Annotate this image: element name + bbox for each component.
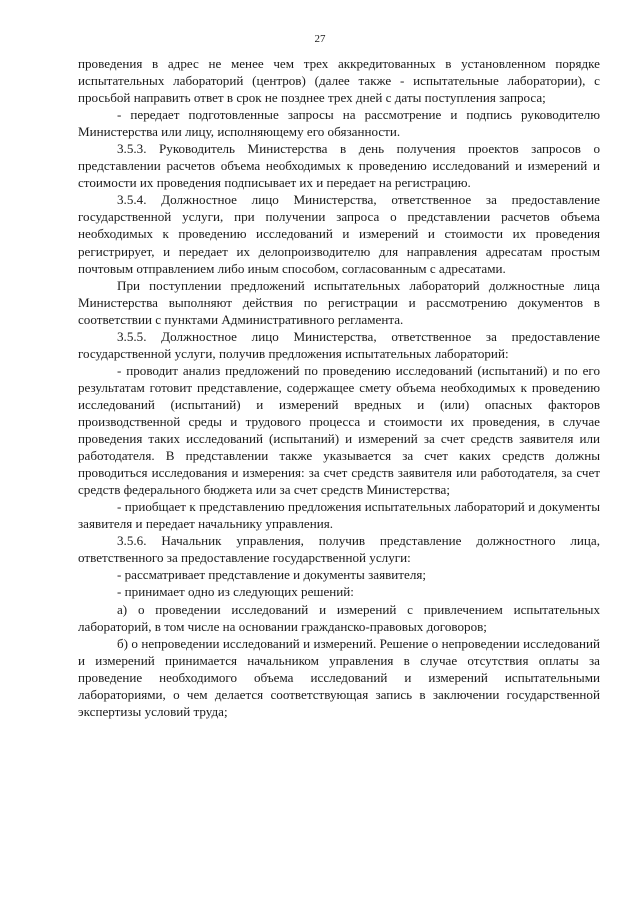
paragraph-attach-proposals: - приобщает к представлению предложения испытательных лабораторий и документы заявителя и передает начальнику управления. [78,499,600,532]
paragraph-submit-requests: - передает подготовленные запросы на рассмотрение и подпись руководителю Министерства или лицу, исполняющему его обязанности. [78,107,600,140]
paragraph-option-b: б) о непроведении исследований и измерений. Решение о непроведении исследований и измерений принимается начальником управления в случае отсутствия оплаты за проведение необходимого объема исследований и измерений испытательными лабораториями, о чем делается соответствующая запись в заключении государственной экспертизы условий труда; [78,635,600,719]
paragraph-continuation: проведения в адрес не менее чем трех аккредитованных в установленном порядке испытательных лабораторий (центров) (далее также - испытательные лаборатории), с просьбой направить ответ в срок не позднее трех дней с даты поступления запроса; [78,56,600,106]
paragraph-option-a: а) о проведении исследований и измерений с привлечением испытательных лабораторий, в том числе на основании гражданско-правовых договоров; [78,601,600,634]
paragraph-3-5-6: 3.5.6. Начальник управления, получив представление должностного лица, ответственного за предоставление государственной услуги: [78,533,600,566]
paragraph-decision: - принимает одно из следующих решений: [117,584,354,600]
paragraph-3-5-5: 3.5.5. Должностное лицо Министерства, ответственное за предоставление государственной услуги, получив предложения испытательных лабораторий: [78,328,600,361]
paragraph-3-5-4: 3.5.4. Должностное лицо Министерства, ответственное за предоставление государственной услуги, при получении запроса о представлении расчетов объема необходимых к проведению исследований и измерений и стоимости их проведения регистрирует, и передает их делопроизводителю для направления адресатам простым почтовым отправлением либо иным способом, согласованным с адресатами. [78,192,600,276]
document-body [78,55,600,720]
paragraph-3-5-3: 3.5.3. Руководитель Министерства в день получения проектов запросов о представлении расчетов объема необходимых к проведению исследований и измерений и стоимости их проведения подписывает их и передает на регистрацию. [78,141,600,191]
paragraph-analysis: - проводит анализ предложений по проведению исследований (испытаний) и по его результатам готовит представление, содержащее смету объема необходимых к проведению исследований (испытаний) и измерений вредных и (или) опасных факторов производственной среды и трудового процесса и стоимости их проведения, в случае проведения таких исследований (испытаний) и измерений за счет средств заявителя или работодателя. В представлении также указывается за счет каких средств должны проводиться исследования и измерения: за счет средств заявителя или работодателя, за счет средств федерального бюджета или за счет средств Министерства; [78,362,600,498]
paragraph-review: - рассматривает представление и документы заявителя; [117,567,427,583]
paragraph-proposals-received: При поступлении предложений испытательных лабораторий должностные лица Министерства выполняют действия по регистрации и рассмотрению документов в соответствии с пунктами Административного регламента. [78,277,600,327]
page-number: 27 [314,33,326,45]
